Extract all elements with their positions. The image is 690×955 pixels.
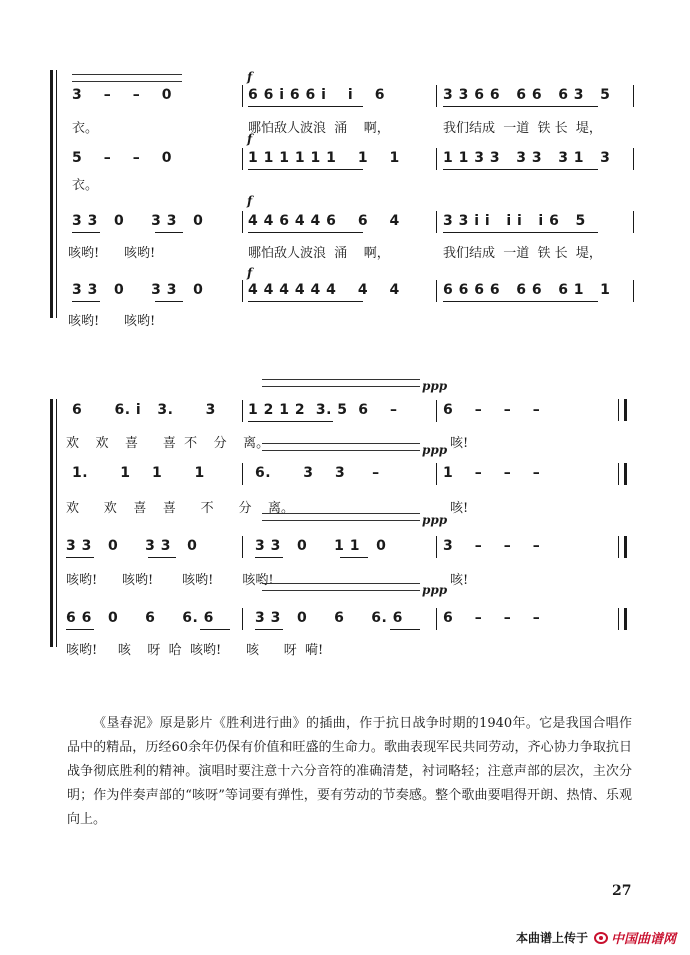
- final-barline-thick: [624, 608, 627, 630]
- site-logo[interactable]: [594, 928, 676, 947]
- barline: [242, 211, 243, 233]
- footer-text: 本曲谱上传于: [515, 931, 588, 945]
- footer: [516, 928, 676, 947]
- diminuendo-hairpin: [262, 443, 420, 451]
- beam: [148, 557, 176, 558]
- diminuendo-hairpin: [262, 513, 420, 521]
- notes-s2-part4-m2: 3 3 0 6 6. 6: [255, 610, 403, 626]
- barline: [633, 85, 634, 107]
- notes-part3-m1: 3 3 0 3 3 0: [72, 213, 204, 229]
- notes-s2-part2-m1: 1. 1 1 1: [72, 465, 205, 481]
- notes-part4-m3: 6 6 6 6 6 6 6 1 1: [443, 282, 611, 298]
- notes-part2-m1: 5 – – 0: [72, 150, 172, 166]
- lyric-s2-part3-m3: 咳!: [450, 573, 469, 588]
- barline: [436, 148, 437, 170]
- dynamic-marking: ppp: [422, 443, 448, 457]
- logo-icon: [594, 932, 608, 944]
- barline: [242, 148, 243, 170]
- lyric-part2-m1: 衣。: [72, 178, 99, 193]
- barline: [436, 280, 437, 302]
- notes-part1-m1: 3 – – 0: [72, 87, 172, 103]
- score-system-1: [50, 70, 650, 329]
- lyric-part3-m3: 我们结成 一道 铁 长 堤，: [443, 246, 602, 261]
- notes-part2-m3: 1 1 3 3 3 3 3 1 3: [443, 150, 611, 166]
- final-barline-thick: [624, 463, 627, 485]
- slur-line: [72, 74, 182, 82]
- barline: [436, 211, 437, 233]
- description-paragraph: 《垦春泥》原是影片《胜利进行曲》的插曲，作于抗日战争时期的1940年。它是我国合唱作品中的精品，历经60余年仍保有价值和旺盛的生命力。歌曲表现军民共同劳动，齐心协力争取抗日战争彻底胜利的精神。演唱时要注意十六分音符的准确清楚，衬词略轻；注意声部的层次，主次分明；作为伴奏声部的“咳呀”等词要有弹性，要有劳动的节奏感。整个歌曲要唱得开朗、热情、乐观向上。: [67, 716, 632, 827]
- system-bracket: [50, 70, 53, 318]
- lyric-part3-m1: 咳哟! 咳哟!: [68, 246, 156, 261]
- system-bracket-line: [56, 70, 57, 318]
- lyric-s2-part1-m3: 咳!: [450, 436, 469, 451]
- barline: [633, 148, 634, 170]
- barline: [436, 536, 437, 558]
- final-barline-thin: [618, 399, 619, 421]
- notes-part1-m3: 3 3 6 6 6 6 6 3 5: [443, 87, 611, 103]
- beam: [443, 106, 598, 107]
- notes-s2-part3-m2: 3 3 0 1 1 0: [255, 538, 387, 554]
- barline: [242, 400, 243, 422]
- lyric-part4-m1: 咳哟! 咳哟!: [68, 314, 156, 329]
- dynamic-marking: f: [247, 266, 253, 280]
- beam: [443, 169, 598, 170]
- notes-s2-part1-m1: 6 6. i 3. 3: [72, 402, 216, 418]
- beam: [72, 232, 100, 233]
- barline: [242, 463, 243, 485]
- lyric-s2-part3-m1: 咳哟! 咳哟! 咳哟! 咳哟!: [66, 573, 274, 588]
- notes-s2-part4-m3: 6 – – –: [443, 610, 541, 626]
- barline: [436, 85, 437, 107]
- beam: [248, 106, 363, 107]
- notes-part2-m2: 1 1 1 1 1 1 1 1: [248, 150, 400, 166]
- beam: [248, 421, 333, 422]
- barline: [436, 463, 437, 485]
- beam: [443, 232, 598, 233]
- final-barline-thin: [618, 608, 619, 630]
- beam: [255, 557, 283, 558]
- lyric-part1-m3: 我们结成 一道 铁 长 堤，: [443, 121, 602, 136]
- logo-text: 中国曲谱网: [610, 932, 676, 947]
- beam: [248, 301, 363, 302]
- beam: [155, 232, 183, 233]
- diminuendo-hairpin: [262, 379, 420, 387]
- barline: [436, 400, 437, 422]
- notes-part4-m1: 3 3 0 3 3 0: [72, 282, 204, 298]
- final-barline-thin: [618, 463, 619, 485]
- notes-s2-part2-m2: 6. 3 3 –: [255, 465, 380, 481]
- beam: [443, 301, 598, 302]
- notes-s2-part1-m2: 1 2 1 2 3. 5 6 –: [248, 402, 398, 418]
- beam: [248, 169, 363, 170]
- barline: [633, 280, 634, 302]
- diminuendo-hairpin: [262, 583, 420, 591]
- notes-part1-m2: 6 6 i 6 6 i i 6: [248, 87, 385, 103]
- barline: [242, 85, 243, 107]
- final-barline-thick: [624, 399, 627, 421]
- dynamic-marking: ppp: [422, 379, 448, 393]
- notes-s2-part4-m1: 6 6 0 6 6. 6: [66, 610, 214, 626]
- beam: [200, 629, 230, 630]
- beam: [248, 232, 363, 233]
- beam: [340, 557, 368, 558]
- dynamic-marking: f: [247, 132, 253, 146]
- beam: [255, 629, 283, 630]
- notes-s2-part3-m3: 3 – – –: [443, 538, 541, 554]
- dynamic-marking: ppp: [422, 583, 448, 597]
- notes-s2-part2-m3: 1 – – –: [443, 465, 541, 481]
- lyric-s2-part2-m3: 咳!: [450, 501, 469, 516]
- system-bracket: [50, 399, 53, 647]
- lyric-s2-part1-m1: 欢 欢 喜 喜 不 分 离。: [66, 436, 270, 451]
- notes-s2-part3-m1: 3 3 0 3 3 0: [66, 538, 198, 554]
- final-barline-thin: [618, 536, 619, 558]
- page-number: 27: [612, 883, 632, 899]
- dynamic-marking: f: [247, 70, 253, 84]
- notes-part3-m2: 4 4 6 4 4 6 6 4: [248, 213, 400, 229]
- beam: [66, 557, 94, 558]
- dynamic-marking: ppp: [422, 513, 448, 527]
- system-bracket-line: [56, 399, 57, 647]
- lyric-s2-part4: 咳哟! 咳 呀 哈 咳哟! 咳 呀 嗬!: [66, 643, 324, 658]
- notes-part3-m3: 3 3 i i i i i 6 5: [443, 213, 586, 229]
- beam: [155, 301, 183, 302]
- notes-s2-part1-m3: 6 – – –: [443, 402, 541, 418]
- barline: [242, 536, 243, 558]
- score-system-2: [50, 379, 650, 665]
- lyric-part1-m2: 哪怕敌人波浪 涌 啊，: [248, 121, 390, 136]
- lyric-part1-m1: 衣。: [72, 121, 99, 136]
- notes-part4-m2: 4 4 4 4 4 4 4 4: [248, 282, 400, 298]
- final-barline-thick: [624, 536, 627, 558]
- beam: [72, 301, 100, 302]
- beam: [390, 629, 420, 630]
- barline: [633, 211, 634, 233]
- barline: [242, 280, 243, 302]
- barline: [436, 608, 437, 630]
- lyric-s2-part2-m1: 欢 欢 喜 喜 不 分 离。: [66, 501, 294, 516]
- barline: [242, 608, 243, 630]
- beam: [66, 629, 94, 630]
- lyric-part3-m2: 哪怕敌人波浪 涌 啊，: [248, 246, 390, 261]
- dynamic-marking: f: [247, 194, 253, 208]
